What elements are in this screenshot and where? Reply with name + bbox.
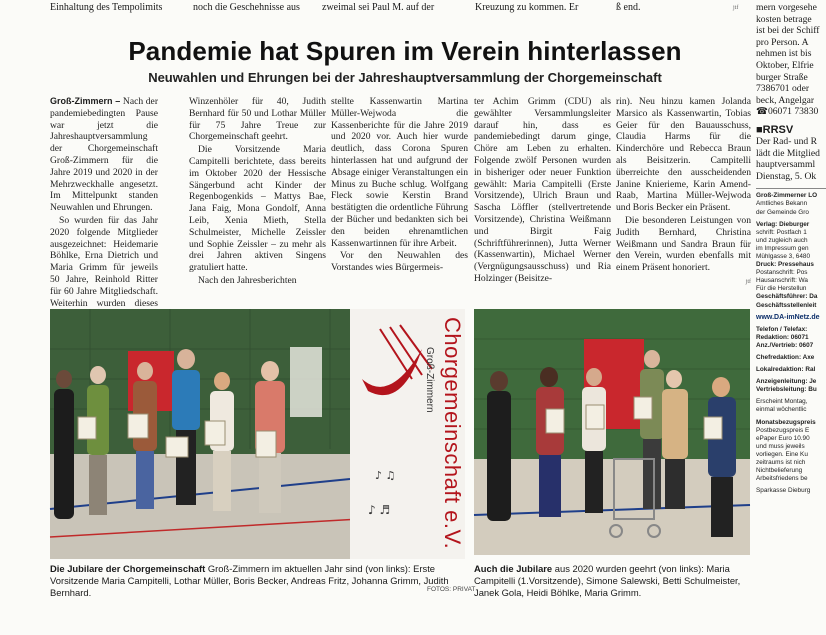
sidebar-line: mern vorgesehe (756, 2, 817, 13)
imprint-line: zeitraums ist nich (756, 459, 806, 467)
imprint-line: Monatsbezugspreis (756, 418, 816, 426)
top-row-fragment: zweimal sei Paul M. auf der (322, 2, 435, 13)
sidebar-line: lädt die Mitglied (756, 147, 820, 159)
sidebar-line: Der Rad- und R (756, 135, 818, 147)
imprint-url[interactable]: www.DA-imNetz.de (756, 313, 820, 321)
imprint-line: Für die Herstellun (756, 285, 807, 293)
column-paragraph: Nach der pandemiebedingten Pause war jetzt die Jahreshauptversammlung der Chorgemeinschaft Groß-Zimmern für die Jahre 2019 und 2020 in der Mehrzweckhalle angesetzt. Im Mittelpunkt standen Neuwahlen und Ehrungen. (50, 96, 159, 214)
imprint-line: Vertriebsleitung: Bu (756, 386, 817, 394)
imprint-line: Lokalredaktion: Ral (756, 366, 816, 374)
group-photo-illustration (50, 309, 465, 559)
top-row-fragment: noch die Geschehnisse aus (193, 2, 300, 13)
sidebar-line: 7386701 oder (756, 83, 810, 95)
imprint-line: Mühlgasse 3, 6480 (756, 252, 811, 260)
imprint-line: vorliegen. Eine Ku (756, 450, 808, 458)
article-headline: Pandemie hat Spuren im Verein hinterlassen (128, 36, 682, 66)
column-paragraph: Nach den Jahresberichten (198, 274, 297, 286)
imprint-line: Postanschrift: Pos (756, 269, 808, 277)
phone-icon: ☎ (756, 106, 768, 118)
imprint-line: Nichtbelieferung (756, 467, 803, 475)
photo-right-caption (474, 563, 750, 598)
article-column-2 (189, 96, 326, 301)
column-paragraph: stellte Kassenwartin Martina Müller-Wejwoda die Kassenberichte für die Jahre 2019 und 2020 vor. Auch hier wurde deutlich, dass Corona Spuren hinterlassen hat und aufgrund der Absage einiger Veranstaltungen ein Minus zu Buche schlug. Wolfgang Fleck sowie Kerstin Brand bestätigten die ordentliche Führung der Bücher und bedankten sich bei den beiden ehrenamtlichen Kassenwartinnen für ihre Arbeit. (331, 96, 468, 249)
photo-left-caption (50, 563, 465, 598)
sidebar-line-text: 06071 73830 (767, 106, 819, 118)
imprint-line: Hausanschrift: Wa (756, 277, 808, 285)
sidebar-line: beck, Angelgar (756, 94, 815, 106)
banner-lettering (424, 317, 465, 557)
article-column-4 (474, 96, 611, 301)
article-subheadline: Neuwahlen und Ehrungen bei der Jahreshauptversammlung der Chorgemeinschaft (148, 70, 662, 85)
column-paragraph: Die Vorsitzende Maria Campitelli berichtete, dass bereits im Oktober 2020 der Hessische Sängerbund acht Kinder der Regenbogenkids – Mattys Bae, Jana Faig, Mona Gondolf, Anna Leib, Xenia Mieth, Stella Schulmeister, Michelle Zeissler und Sophie Zeissler – zu mehr als drei Jahren aktiven Singens gratuliert hatte. (189, 144, 326, 274)
rrsv-text (756, 136, 826, 182)
imprint-line: Druck: Pressehaus (756, 261, 814, 269)
sidebar-line: Dienstag, 5. Ok (756, 170, 817, 182)
imprint-line: einmal wöchentlic (756, 406, 807, 414)
column-paragraph: rin). Neu hinzu kamen Jolanda Marsico als Kassenwartin, Tobias Geier für den Bauausschuss, Claudia Harms für die Kinderchöre und Rebecca Braun als Beisitzerin. Campitelli überreichte den ausscheidenden Janine Knierieme, Karin Amend-Raab, Martina Müller-Wejwoda und Boris Becker ein Präsent. (616, 96, 751, 214)
dateline: Groß-Zimmern – (50, 96, 121, 106)
author-sign: jtf (745, 278, 751, 285)
sidebar-line: burger Straße (756, 71, 808, 83)
banner-subtitle: Groß-Zimmern (424, 347, 435, 413)
svg-text:♪ ♫: ♪ ♫ (375, 469, 396, 482)
sidebar-line: hauptversamml (756, 159, 816, 171)
imprint-line: und zugleich auch (756, 236, 808, 244)
imprint-line: Postbezugspreis E (756, 426, 810, 434)
column-paragraph: Vor den Neuwahlen des Vorstandes wies Bürgermeis- (331, 250, 468, 274)
imprint-line: Chefredaktion: Axe (756, 354, 815, 361)
imprint-line: Geschäftsstellenleit (756, 301, 817, 309)
sidebar-line: kosten betrage (756, 13, 812, 25)
column-paragraph: So wurden für das Jahr 2020 folgende Mitglieder ausgezeichnet: Heidemarie Böhlke, Erna Dietrich und Maria Grimm für jeweils 50 Jahre, Reinhold Ritter für 60 Jahre Mitgliedschaft. Weiterhin wurden dieses (50, 214, 158, 309)
banner-title: Chorgemeinschaft e.V. (440, 317, 465, 550)
imprint-line: Groß-Zimmerner LO (756, 192, 818, 200)
square-bullet-icon: ■ (756, 123, 763, 136)
article-column-1 (50, 96, 159, 309)
previous-article-tail (50, 2, 740, 16)
sidebar-line (756, 106, 826, 118)
imprint-line: Telefon / Telefax: (756, 325, 808, 333)
imprint-box (756, 188, 826, 495)
photo-jubilare-current-year (50, 309, 465, 559)
sidebar-line: ist bei der Schiff (756, 25, 820, 37)
imprint-line: und muss jeweils (756, 442, 805, 450)
sidebar-line: pro Person. A (756, 36, 809, 48)
sidebar-notice-text (756, 0, 826, 118)
article-column-5 (616, 96, 751, 301)
caption-text: Groß-Zimmern im aktuellen Jahr sind (von links): Erste Vorsitzende Maria Campitelli, Lothar Müller, Boris Becker, Andreas Fritz, Johanna Grimm, Judith Bernhard. (50, 563, 449, 598)
svg-text:♪ ♬: ♪ ♬ (368, 503, 391, 517)
imprint-line: Anzeigenleitung: Je (756, 378, 817, 386)
imprint-line: Anz./Vertrieb: 0607 (756, 341, 814, 349)
imprint-line: Redaktion: 06071 (756, 333, 809, 341)
imprint-line: im Impressum gen (756, 244, 809, 252)
sidebar-column (756, 0, 826, 635)
column-paragraph: ter Achim Grimm (CDU) als gewählter Versammlungsleiter darauf hin, dass es pandemiebedingt darum ginge, Chöre am Leben zu erhalten. Folgende zwölf Personen wurden in bisheriger oder neuer Funktion gewählt: Maria Campitelli (Erste Vorsitzende), Ulrich Braun und Sascha Löffler (stellvertretende Vorsitzende), Christina Weißmann und Birgit Faig (Schriftführerinnen), Jutta Werner (Kassenwartin), Michael Werner (Vergnügungsausschuss) und Ria Holzinger (Beisitze- (474, 96, 611, 284)
photo-jubilare-2020 (474, 309, 750, 555)
imprint-line: Verlag: Dieburger (756, 220, 810, 228)
imprint-line: Sparkasse Dieburg (756, 487, 811, 495)
top-row-fragment: ß end. (616, 2, 641, 13)
caption-text: aus 2020 wurden geehrt (von links): Maria Campitelli (1.Vorsitzende), Simone Salewski, Betti Schulmeister, Janek Gola, Heidi Böhlke, Maria Grimm. (474, 563, 741, 598)
imprint-line: Arbeitsfriedens be (756, 475, 808, 483)
caption-bold: Auch die Jubilare (474, 563, 553, 574)
top-row-fragment: jtf (733, 5, 739, 11)
top-row-fragment: Einhaltung des Tempolimits (50, 2, 163, 13)
imprint-line: Geschäftsführer: Da (756, 293, 818, 301)
imprint-line: schrift: Postfach 1 (756, 228, 807, 236)
caption-bold: Die Jubilare der Chorgemeinschaft (50, 563, 206, 574)
group-photo-illustration (474, 309, 750, 555)
column-paragraph: Winzenhöler für 40, Judith Bernhard für 50 und Lothar Müller für 75 Jahre Treue zur Chorgemeinschaft geehrt. (189, 96, 326, 143)
article-column-3 (331, 96, 468, 301)
rrsv-heading (756, 124, 826, 136)
rrsv-title: RRSV (762, 123, 794, 136)
column-paragraph: Die besonderen Leistungen von Judith Bernhard, Christina Weißmann und Sandra Braun für den Verein, wurden ebenfalls mit einem Präsent honoriert. (616, 214, 751, 274)
sidebar-line: Oktober, Elfrie (756, 59, 814, 71)
photo-credit: FOTOS: PRIVAT (427, 586, 476, 593)
sidebar-line: nehmen ist bis (756, 48, 812, 60)
imprint-line: Amtliches Bekann (756, 200, 808, 208)
imprint-line: ePaper Euro 10.90 (756, 434, 810, 442)
imprint-line: Erscheint Montag, (756, 398, 808, 406)
imprint-line: der Gemeinde Gro (756, 208, 809, 216)
top-row-fragment: Kreuzung zu kommen. Er (475, 2, 579, 13)
